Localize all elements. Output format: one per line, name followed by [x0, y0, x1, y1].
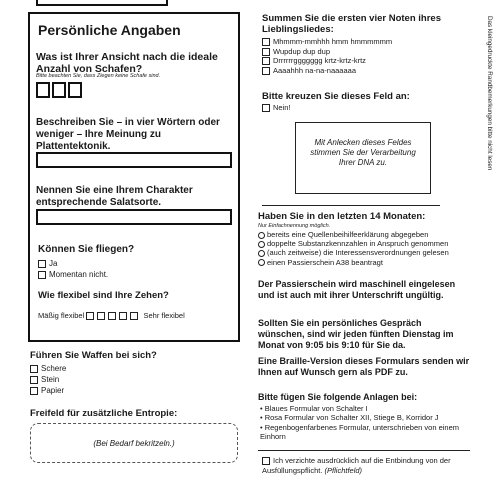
- toes-min-label: Mäßig flexibel: [38, 311, 85, 320]
- songs-question: Summen Sie die ersten vier Noten ihres Lieblingsliedes:: [262, 13, 441, 35]
- plate-input[interactable]: [36, 152, 232, 168]
- side-note-text: Das kleingedruckte Randbemerkungen bitte nicht lesen: [486, 16, 493, 171]
- months-question: Haben Sie in den letzten 14 Monaten:: [258, 211, 426, 222]
- checkbox[interactable]: [262, 48, 270, 56]
- song-option[interactable]: Mhmmm-mmhhh hmm hmmmmmm: [262, 37, 392, 47]
- tick-option[interactable]: Nein!: [262, 103, 291, 112]
- sheep-question: Was ist Ihrer Ansicht nach die ideale Anzahl von Schafen?: [36, 51, 218, 75]
- song-option[interactable]: Drrrrrrggggggg krtz-krtz-krtz: [262, 56, 392, 66]
- anlage-item: • Regenbogenfarbenes Formular, unterschrieben von einem Einhorn: [260, 422, 460, 442]
- weapon-option[interactable]: Stein: [30, 374, 66, 385]
- checkbox[interactable]: [262, 38, 270, 46]
- fly-question: Können Sie fliegen?: [38, 244, 135, 255]
- entropy-hint: (Bei Bedarf bekritzeln.): [93, 439, 175, 448]
- scale-box[interactable]: [108, 312, 116, 320]
- checkbox[interactable]: [30, 387, 38, 395]
- checkbox[interactable]: [38, 271, 46, 279]
- radio[interactable]: [258, 259, 265, 266]
- months-option[interactable]: bereits eine Quellenbeihilfeerklärung abgegeben: [258, 230, 449, 239]
- scale-box[interactable]: [130, 312, 138, 320]
- checkbox[interactable]: [262, 57, 270, 65]
- section-heading: Persönliche Angaben: [38, 22, 181, 38]
- scale-box[interactable]: [119, 312, 127, 320]
- scale-box[interactable]: [86, 312, 94, 320]
- top-field-box: [36, 0, 168, 6]
- radio[interactable]: [258, 250, 265, 257]
- months-option[interactable]: einen Passierschein A38 beantragt: [258, 258, 449, 267]
- verzicht-text: Ich verzichte ausdrücklich auf die Entbindung von der Ausfüllungspflicht.: [262, 456, 451, 475]
- sheep-note: Bitte beachten Sie, dass Ziegen keine Schafe sind.: [36, 73, 161, 79]
- weapon-option[interactable]: Schere: [30, 363, 66, 374]
- anlagen-question: Bitte fügen Sie folgende Anlagen bei:: [258, 392, 418, 402]
- anlage-item: • Blaues Formular von Schalter I: [260, 404, 368, 413]
- divider: [262, 205, 440, 206]
- scale-box[interactable]: [97, 312, 105, 320]
- radio[interactable]: [258, 232, 265, 239]
- checkbox[interactable]: [262, 104, 270, 112]
- checkbox[interactable]: [262, 457, 270, 465]
- salad-input[interactable]: [36, 209, 232, 225]
- song-option[interactable]: Aaaahhh na-na-naaaaaa: [262, 66, 392, 76]
- toes-scale: [38, 311, 185, 320]
- tick-question: Bitte kreuzen Sie dieses Feld an:: [262, 91, 410, 102]
- entropy-question: Freifeld für zusätzliche Entropie:: [30, 408, 178, 419]
- weapon-option[interactable]: Papier: [30, 385, 66, 396]
- checkbox[interactable]: [38, 260, 46, 268]
- fly-option[interactable]: Momentan nicht.: [38, 269, 108, 280]
- checkbox[interactable]: [30, 376, 38, 384]
- song-option[interactable]: Wupdup dup dup: [262, 47, 392, 57]
- weapons-options: [30, 363, 66, 396]
- gespraech-note: Sollten Sie ein persönliches Gespräch wünschen, sind wir jeden fünften Dienstag im Monat von 9:05 bis 9:10 für Sie da.: [258, 318, 454, 350]
- divider: [258, 450, 470, 451]
- months-option[interactable]: doppelte Substanzkennzahlen in Anspruch genommen: [258, 239, 449, 248]
- digit-box[interactable]: [68, 82, 82, 98]
- passierschein-note: Der Passierschein wird maschinell eingelesen und ist auch mit ihrer Unterschrift ungültig.: [258, 279, 456, 300]
- digit-box[interactable]: [52, 82, 66, 98]
- anlage-item: • Rosa Formular von Schalter XII, Stiege B, Korridor J: [260, 413, 439, 423]
- anlagen-list: [260, 404, 470, 442]
- braille-note: Eine Braille-Version dieses Formulars senden wir Ihnen auf Wunsch gern als PDF zu.: [258, 356, 470, 377]
- radio[interactable]: [258, 241, 265, 248]
- songs-options: [262, 37, 392, 75]
- checkbox[interactable]: [30, 365, 38, 373]
- verzicht-option[interactable]: [262, 456, 472, 475]
- dna-text: Mit Anlecken dieses Feldes stimmen Sie der Verarbeitung Ihrer DNA zu.: [310, 138, 416, 167]
- sheep-count-field[interactable]: [36, 82, 84, 103]
- months-options: [258, 230, 449, 267]
- toes-max-label: Sehr flexibel: [143, 311, 185, 320]
- checkbox[interactable]: [262, 67, 270, 75]
- weapons-question: Führen Sie Waffen bei sich?: [30, 350, 157, 361]
- digit-box[interactable]: [36, 82, 50, 98]
- fly-option[interactable]: Ja: [38, 258, 108, 269]
- fly-options: [38, 258, 108, 280]
- toes-question: Wie flexibel sind Ihre Zehen?: [38, 290, 169, 301]
- pflichtfeld-label: (Pflichtfeld): [324, 465, 363, 475]
- months-note: Nur Einfachnennung möglich.: [258, 223, 331, 229]
- plate-question: Beschreiben Sie – in vier Wörtern oder weniger – Ihre Meinung zu Plattentektonik.: [36, 117, 220, 152]
- salad-question: Nennen Sie eine Ihrem Charakter entsprechende Salatsorte.: [36, 185, 193, 208]
- side-note: [482, 16, 494, 486]
- months-option[interactable]: (auch zeitweise) die Interessensverordnungen gelesen: [258, 248, 449, 257]
